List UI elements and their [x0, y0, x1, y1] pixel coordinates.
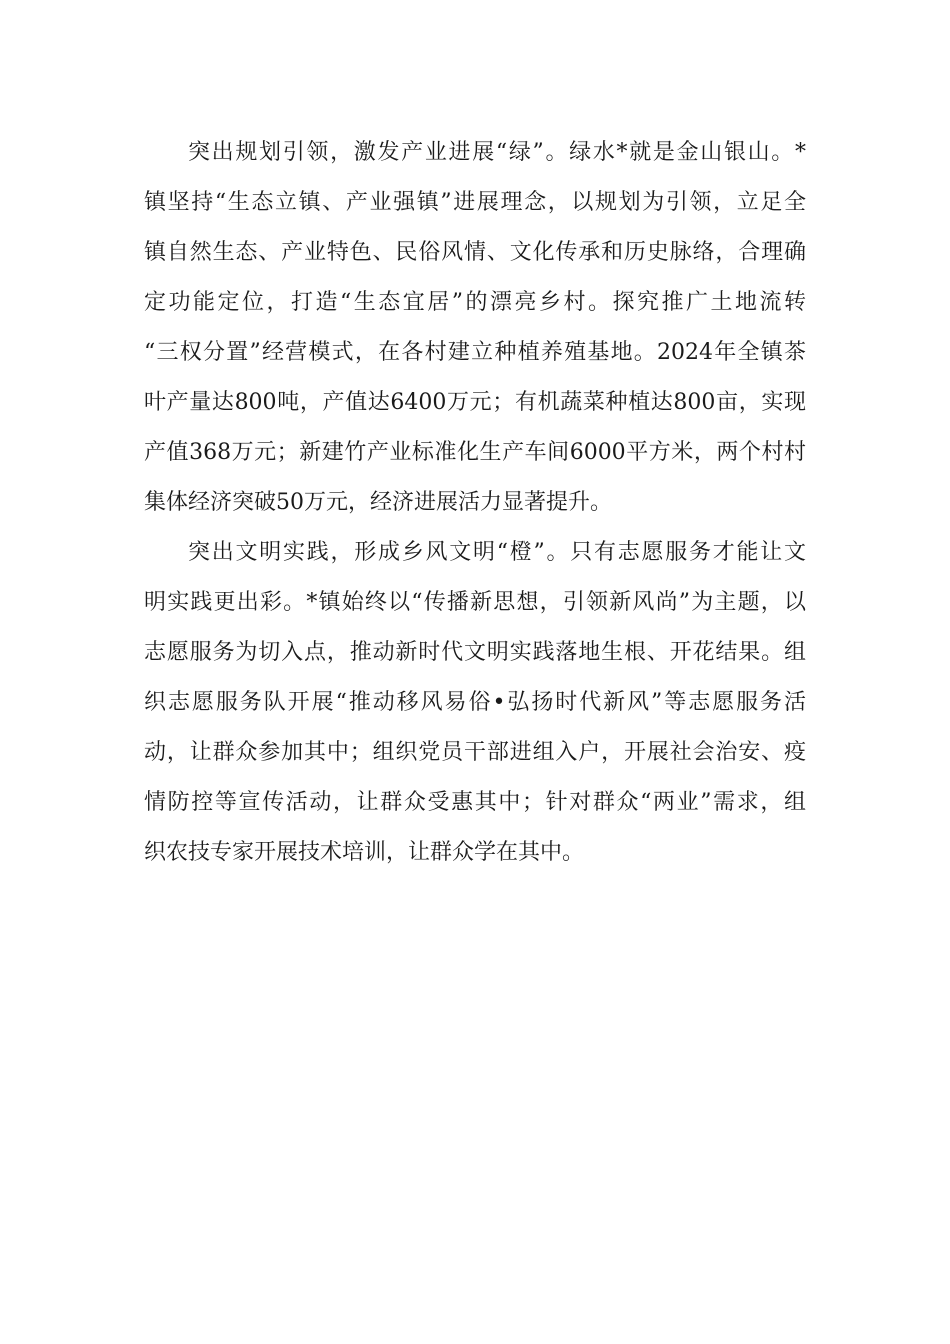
paragraph-green-industry — [144, 128, 806, 528]
document-body — [144, 128, 806, 878]
paragraph-line: 织农技专家开展技术培训，让群众学在其中。 — [144, 840, 585, 865]
paragraph-line: 产值368万元；新建竹产业标准化生产车间6000平方米，两个村村 — [144, 440, 806, 465]
paragraph-line: 突出文明实践，形成乡风文明“橙”。只有志愿服务才能让文 — [188, 540, 806, 565]
paragraph-line: 突出规划引领，激发产业进展“绿”。绿水*就是金山银山。* — [188, 140, 806, 165]
paragraph-civilization-practice — [144, 528, 806, 878]
paragraph-line: 织志愿服务队开展“推动移风易俗•弘扬时代新风”等志愿服务活 — [144, 690, 806, 715]
paragraph-line: 志愿服务为切入点，推动新时代文明实践落地生根、开花结果。组 — [144, 640, 806, 665]
paragraph-line: 镇坚持“生态立镇、产业强镇”进展理念，以规划为引领，立足全 — [144, 190, 806, 215]
paragraph-line: 明实践更出彩。*镇始终以“传播新思想，引领新风尚”为主题，以 — [144, 590, 806, 615]
paragraph-line: “三权分置”经营模式，在各村建立种植养殖基地。2024年全镇茶 — [144, 340, 806, 365]
paragraph-line: 动，让群众参加其中；组织党员干部进组入户，开展社会治安、疫 — [144, 740, 806, 765]
paragraph-line: 集体经济突破50万元，经济进展活力显著提升。 — [144, 490, 612, 515]
paragraph-line: 叶产量达800吨，产值达6400万元；有机蔬菜种植达800亩，实现 — [144, 390, 806, 415]
paragraph-line: 情防控等宣传活动，让群众受惠其中；针对群众“两业”需求，组 — [144, 790, 806, 815]
paragraph-line: 镇自然生态、产业特色、民俗风情、文化传承和历史脉络，合理确 — [144, 240, 806, 265]
paragraph-line: 定功能定位，打造“生态宜居”的漂亮乡村。探究推广土地流转 — [144, 290, 806, 315]
